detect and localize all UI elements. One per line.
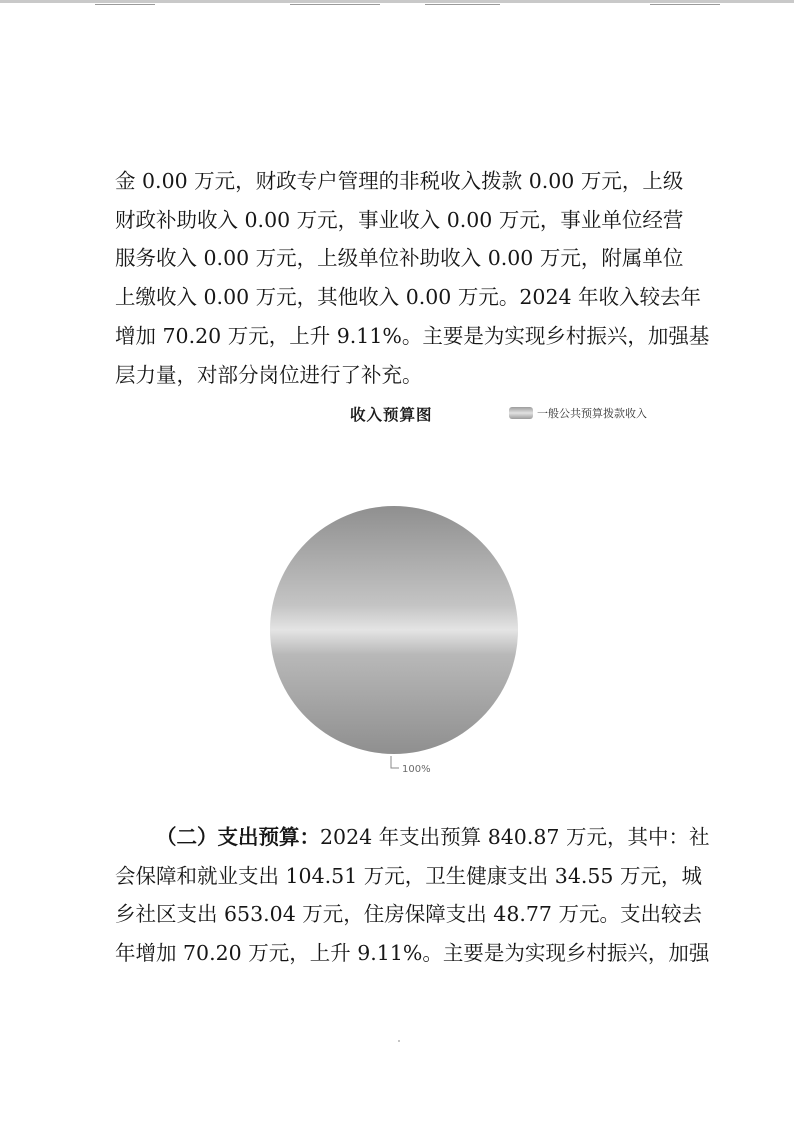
income-budget-chart (260, 400, 670, 775)
text-line: 金 0.00 万元，财政专户管理的非税收入拨款 0.00 万元，上级 (115, 169, 684, 193)
chart-title: 收入预算图 (350, 406, 433, 424)
text-line: 财政补助收入 0.00 万元，事业收入 0.00 万元，事业单位经营 (115, 207, 684, 232)
text-line (115, 818, 710, 857)
pie-data-label: 100% (402, 764, 431, 775)
text-line: 增加 70.20 万元，上升 9.11%。主要是为实现乡村振兴，加强基 (115, 323, 710, 348)
scan-mark (650, 4, 720, 5)
income-paragraph (115, 162, 710, 394)
text-line: 上缴收入 0.00 万元，其他收入 0.00 万元。2024 年收入较去年 (115, 285, 702, 310)
scan-mark (290, 4, 380, 5)
scan-dot (398, 1040, 400, 1042)
section-heading: （二）支出预算： (156, 825, 320, 849)
scan-mark (95, 4, 155, 5)
scan-top-edge (0, 0, 794, 3)
pie-leader-line (391, 756, 399, 768)
text-line: 年增加 70.20 万元，上升 9.11%。主要是为实现乡村振兴，加强 (115, 941, 710, 966)
text-run: 2024 年支出预算 840.87 万元，其中：社 (320, 825, 710, 849)
pie-slice (270, 506, 518, 754)
scan-mark (425, 4, 500, 5)
pie-chart-svg (260, 400, 670, 775)
expenditure-paragraph (115, 818, 710, 973)
text-line: 乡社区支出 653.04 万元，住房保障支出 48.77 万元。支出较去 (115, 902, 702, 927)
legend-label: 一般公共预算拨款收入 (537, 407, 647, 420)
text-line: 会保障和就业支出 104.51 万元，卫生健康支出 34.55 万元，城 (115, 863, 702, 888)
text-line: 服务收入 0.00 万元，上级单位补助收入 0.00 万元，附属单位 (115, 246, 684, 271)
text-line: 层力量，对部分岗位进行了补充。 (115, 362, 423, 387)
